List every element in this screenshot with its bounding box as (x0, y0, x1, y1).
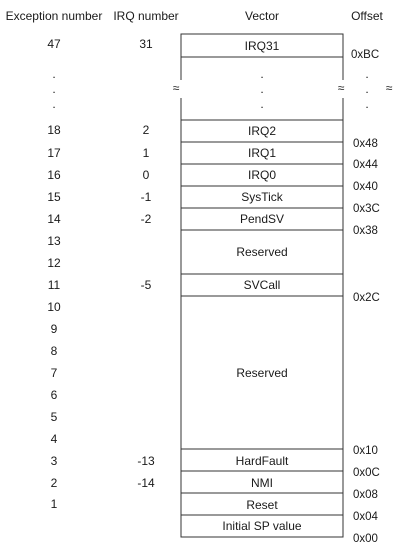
vector-label: Reserved (236, 245, 288, 259)
offset-label: 0x10 (353, 445, 378, 457)
vector-label: Reset (246, 498, 278, 512)
irq-number: -14 (137, 476, 155, 490)
exception-number: 11 (47, 278, 61, 292)
ellipsis-dot: . (260, 67, 264, 81)
exception-number: 16 (47, 168, 61, 182)
irq-number: 2 (142, 123, 150, 137)
break-mark-right: ≈ (337, 81, 345, 95)
vector-label: PendSV (239, 212, 285, 226)
break-mark-offset: ≈ (385, 81, 393, 95)
irq-number: 1 (142, 146, 150, 160)
exception-number: 13 (47, 234, 61, 248)
ellipsis-dot: . (365, 97, 369, 111)
ellipsis-dot: . (365, 82, 369, 96)
offset-label: 0x3C (353, 203, 380, 215)
irq-number: -1 (140, 190, 152, 204)
ellipsis-dot: . (52, 67, 56, 81)
exception-number: 17 (47, 146, 61, 160)
offset-label: 0x00 (353, 533, 378, 545)
exception-number: 7 (50, 366, 58, 380)
offset-label: 0xBC (351, 49, 380, 61)
vector-label: IRQ0 (247, 168, 277, 182)
exception-number: 15 (47, 190, 61, 204)
vector-label: IRQ31 (244, 39, 280, 53)
exception-number: 4 (50, 432, 58, 446)
offset-label: 0x2C (353, 292, 380, 304)
vector-label: SVCall (243, 278, 281, 292)
exception-number: 6 (50, 388, 58, 402)
exception-number: 10 (47, 300, 61, 314)
irq-number: 31 (139, 37, 153, 51)
offset-label: 0x40 (353, 181, 378, 193)
exception-number: 14 (47, 212, 61, 226)
offset-label: 0x44 (353, 159, 378, 171)
offset-label: 0x08 (353, 489, 378, 501)
vector-label: HardFault (235, 454, 289, 468)
exception-number: 9 (50, 322, 58, 336)
irq-number-header: IRQ number (113, 9, 179, 23)
ellipsis-dot: . (52, 97, 56, 111)
exception-number-header: Exception number (5, 9, 103, 23)
offset-label: 0x04 (353, 511, 378, 523)
offset-label: 0x38 (353, 225, 378, 237)
irq-number: -13 (137, 454, 155, 468)
ellipsis-dot: . (52, 82, 56, 96)
vector-label: IRQ2 (247, 124, 277, 138)
vector-label: SysTick (241, 190, 283, 204)
irq-number: -5 (140, 278, 152, 292)
vector-label: IRQ1 (247, 146, 277, 160)
offset-label: 0x48 (353, 138, 378, 150)
exception-number: 47 (47, 37, 61, 51)
exception-number: 12 (47, 256, 61, 270)
irq-number: 0 (142, 168, 150, 182)
ellipsis-dot: . (365, 67, 369, 81)
irq-number: -2 (140, 212, 152, 226)
exception-number: 3 (50, 454, 58, 468)
vector-label: Initial SP value (222, 519, 302, 533)
vector-label: NMI (251, 476, 273, 490)
exception-number: 1 (50, 497, 58, 511)
ellipsis-dot: . (260, 82, 264, 96)
exception-number: 18 (47, 123, 61, 137)
offset-header: Offset (351, 9, 383, 23)
vector-header: Vector (244, 9, 280, 23)
exception-number: 5 (50, 410, 58, 424)
vector-label: Reserved (236, 366, 288, 380)
exception-number: 2 (50, 476, 58, 490)
ellipsis-dot: . (260, 97, 264, 111)
break-mark-left: ≈ (172, 81, 180, 95)
offset-label: 0x0C (353, 467, 380, 479)
exception-number: 8 (50, 344, 58, 358)
